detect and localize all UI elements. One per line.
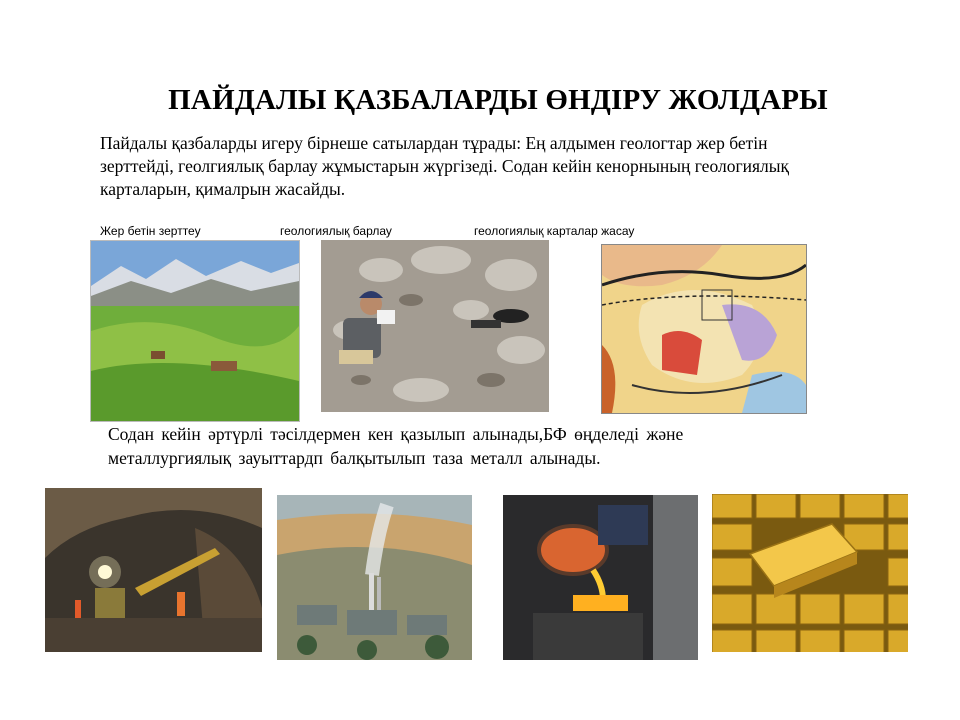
slide-title: ПАЙДАЛЫ ҚАЗБАЛАРДЫ ӨНДІРУ ЖОЛДАРЫ [168, 84, 828, 116]
intro-paragraph: Пайдалы қазбаларды игеру бірнеше сатылардан тұрады: Ең алдымен геологтар жер бетін зерттейді, геолгиялық барлау жұмыстарын жүргізеді. Содан кейін кенорнының геологиялық карталарын, қималрын жасайды. [100, 133, 790, 199]
geologist-exploration-photo [321, 240, 549, 412]
geological-map-image [601, 244, 807, 414]
caption-map-making: геологиялық карталар жасау [474, 224, 635, 238]
mountain-landscape-photo [90, 240, 300, 422]
caption-exploration: геологиялық барлау [280, 224, 392, 238]
gold-bars-photo [712, 494, 908, 652]
caption-surface-study: Жер бетін зерттеу [100, 224, 201, 238]
processing-paragraph: Содан кейін әртүрлі тәсілдермен кен қазылып алынады,БФ өңделеді және металлургиялық зауыттардп балқытылып таза металл алынады. [108, 424, 684, 468]
metal-smelting-photo [503, 495, 698, 660]
underground-mine-photo [45, 488, 262, 652]
industrial-plant-photo [277, 495, 472, 660]
